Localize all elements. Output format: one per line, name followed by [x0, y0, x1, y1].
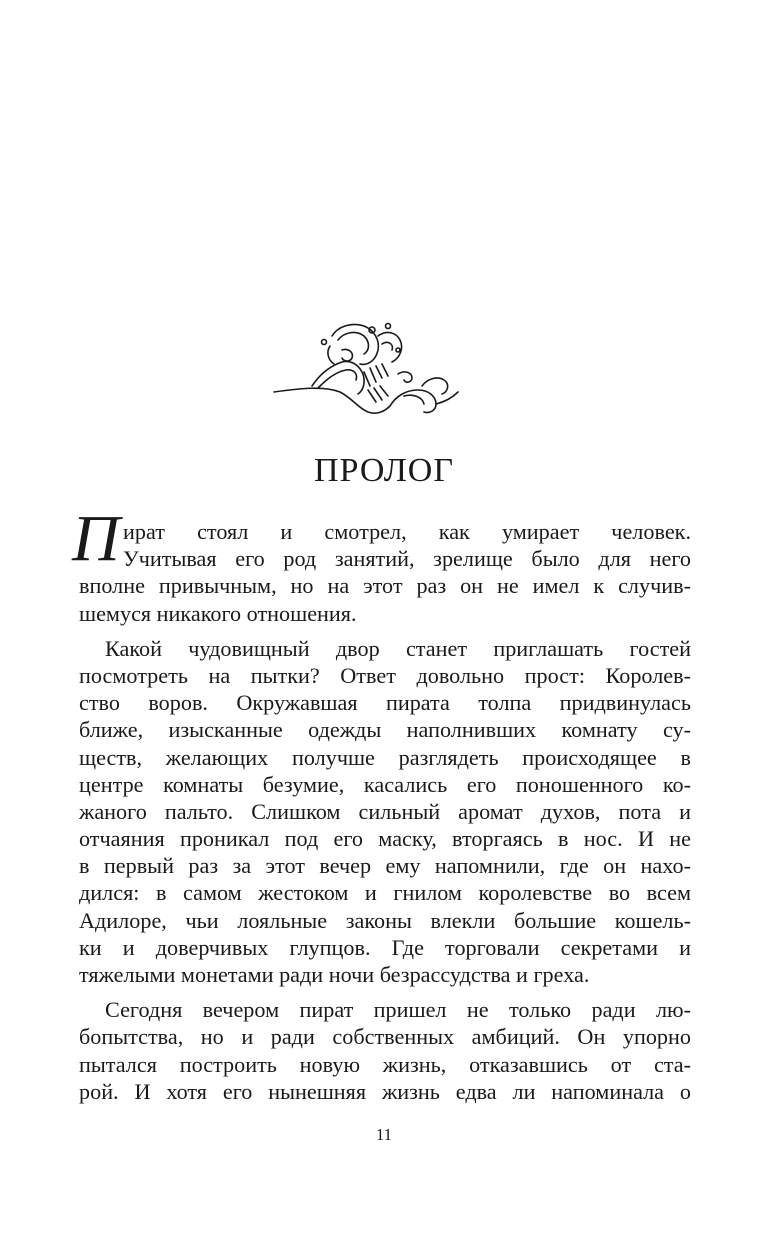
text-line: ществ, желающих получше разглядеть происходящее в — [79, 744, 691, 770]
text-line: дился: в самом жестоком и гнилом королевстве во всем — [79, 880, 691, 906]
text-line: ближе, изысканные одежды наполнивших комнату су- — [79, 717, 691, 743]
text-line: рой. И хотя его нынешняя жизнь едва ли напоминала о — [79, 1078, 691, 1104]
text-line: в первый раз за этот вечер ему напомнили, где он нахо- — [79, 853, 691, 879]
wave-ornament-icon — [272, 316, 460, 422]
page-number: 11 — [375, 1125, 393, 1144]
text-line: жаного пальто. Слишком сильный аромат духов, пота и — [79, 798, 691, 824]
text-line: Какой чудовищный двор станет приглашать гостей — [105, 635, 691, 661]
drop-cap: П — [72, 502, 120, 575]
text-line: посмотреть на пытки? Ответ довольно прост: Королев- — [79, 662, 691, 688]
text-line: ство воров. Окружавшая пирата толпа придвинулась — [79, 690, 691, 716]
body-text — [79, 518, 691, 1105]
text-line: пытался построить новую жизнь, отказавшись от ста- — [79, 1051, 691, 1077]
text-line: Адилоре, чьи лояльные законы влекли большие кошель- — [79, 907, 691, 933]
text-line: шемуся никакого отношения. — [79, 600, 357, 626]
text-line: тяжелыми монетами ради ночи безрассудства и греха. — [79, 962, 590, 987]
text-line: центре комнаты безумие, касались его поношенного ко- — [79, 771, 691, 797]
text-line: отчаяния проникал под его маску, вторгаясь в нос. И не — [79, 826, 691, 852]
text-line: Учитывая его род занятий, зрелище было для него — [123, 546, 691, 572]
text-line: ки и доверчивых глупцов. Где торговали секретами и — [79, 934, 691, 960]
text-line: ират стоял и смотрел, как умирает человек. — [123, 519, 691, 544]
text-line: Сегодня вечером пират пришел не только ради лю- — [105, 997, 691, 1023]
chapter-title: ПРОЛОГ — [313, 452, 454, 489]
text-line: вполне привычным, но на этот раз он не имел к случив- — [79, 573, 691, 599]
text-line: бопытства, но и ради собственных амбиций. Он упорно — [79, 1024, 691, 1050]
